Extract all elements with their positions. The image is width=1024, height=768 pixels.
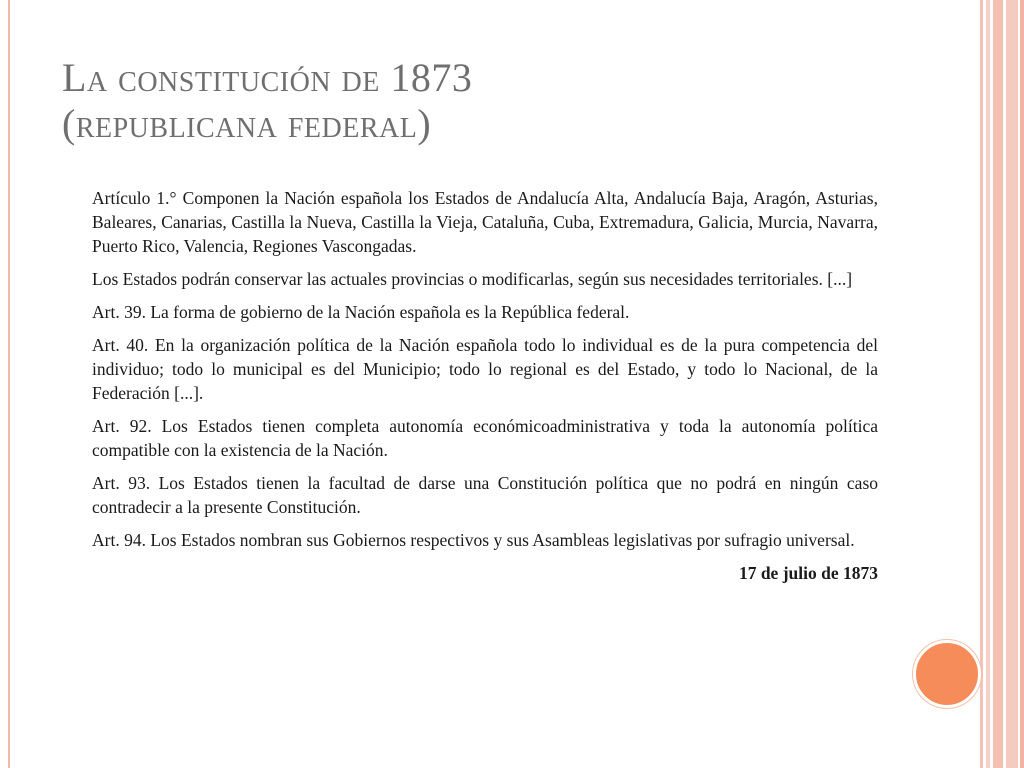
paragraph-article-39: Art. 39. La forma de gobierno de la Nación española es la República federal. [92,302,630,322]
decorative-stripe [980,0,983,768]
decorative-stripe [986,0,990,768]
slide-title [62,55,942,147]
left-border-line [8,0,10,768]
date-signature: 17 de julio de 1873 [738,563,878,583]
paragraph-article-94: Art. 94. Los Estados nombran sus Gobiernos respectivos y sus Asambleas legislativas por sufragio universal. [92,530,855,550]
decorative-stripe [1020,0,1024,768]
paragraph-article-40: Art. 40. En la organización política de la Nación española todo lo individual es de la pura competencia del individuo; todo lo municipal es del Municipio; todo lo regional es del Estado, y todo lo Nacional, de la Federación [...]. [92,335,878,403]
decorative-stripe [993,0,1003,768]
title-line-1: La constitución de 1873 [62,55,473,100]
paragraph-article-1: Artículo 1.° Componen la Nación española los Estados de Andalucía Alta, Andalucía Baja, Aragón, Asturias, Baleares, Canarias, Castilla la Nueva, Castilla la Vieja, Cataluña, Cuba, Extremadura, Galicia, Murcia, Navarra, Puerto Rico, Valencia, Regiones Vascongadas. [92,188,878,256]
orange-circle-decoration [913,640,981,708]
paragraph-provinces: Los Estados podrán conservar las actuales provincias o modificarlas, según sus necesidades territoriales. [...] [92,269,853,289]
paragraph-article-93: Art. 93. Los Estados tienen la facultad de darse una Constitución política que no podrá en ningún caso contradecir a la presente Constitución. [92,473,878,517]
slide-body [92,186,878,594]
paragraph-article-92: Art. 92. Los Estados tienen completa autonomía económicoadministrativa y toda la autonomía política compatible con la existencia de la Nación. [92,416,878,460]
decorative-stripe [1006,0,1018,768]
title-line-2: (republicana federal) [62,101,432,146]
